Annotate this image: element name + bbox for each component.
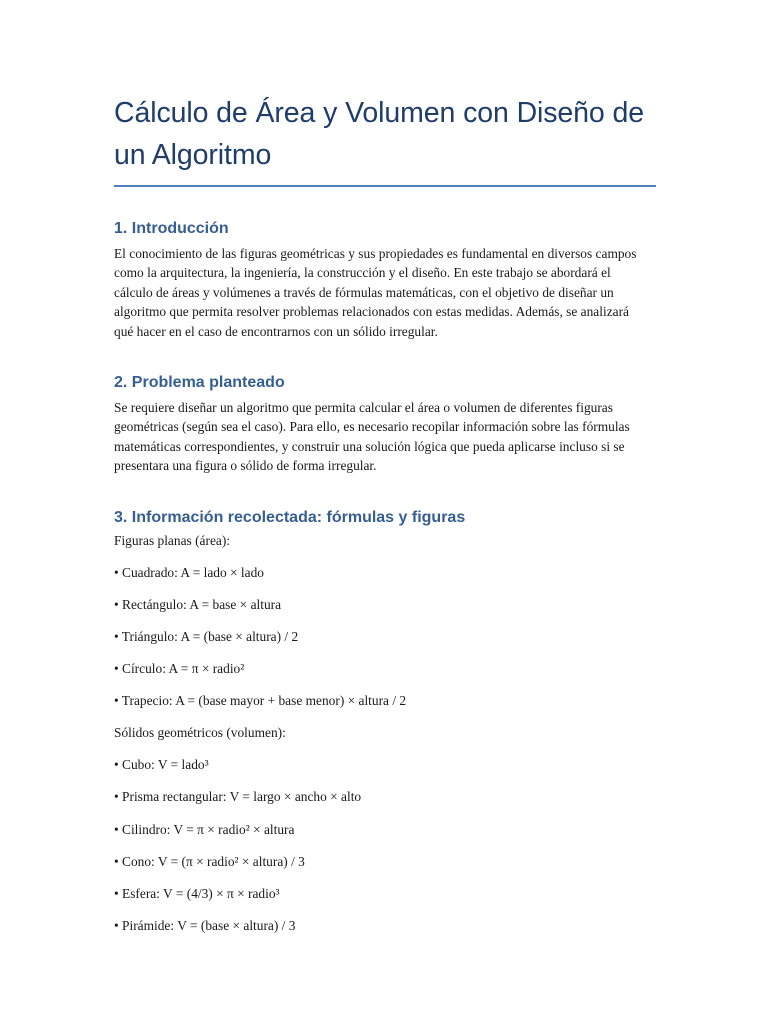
document-title: Cálculo de Área y Volumen con Diseño de un Algoritmo <box>114 97 645 171</box>
list-item: • Pirámide: V = (base × altura) / 3 <box>114 917 296 933</box>
list-item: • Esfera: V = (4/3) × π × radio³ <box>114 885 280 901</box>
list-item: • Cilindro: V = π × radio² × altura <box>114 821 295 837</box>
list-item: • Rectángulo: A = base × altura <box>114 596 282 612</box>
section-introduccion <box>114 218 656 341</box>
section-heading: 3. Información recolectada: fórmulas y figuras <box>114 508 466 526</box>
list-item: • Cuadrado: A = lado × lado <box>114 564 264 580</box>
list-line: Figuras planas (área): <box>114 532 231 548</box>
list-item: • Círculo: A = π × radio² <box>114 661 245 677</box>
section-problema <box>114 372 656 476</box>
list-item: • Cono: V = (π × radio² × altura) / 3 <box>114 853 305 869</box>
document-page <box>114 92 656 948</box>
list-item: • Triángulo: A = (base × altura) / 2 <box>114 628 299 644</box>
list-item: • Trapecio: A = (base mayor + base menor) × altura / 2 <box>114 693 407 709</box>
list-item: • Prisma rectangular: V = largo × ancho × alto <box>114 789 362 805</box>
section-informacion <box>114 507 656 936</box>
section-paragraph: Se requiere diseñar un algoritmo que permita calcular el área o volumen de diferentes figuras geométricas (según sea el caso). Para ello, es necesario recopilar información sobre las fórmulas matemáticas correspondientes, y construir una solución lógica que pueda aplicarse incluso si se presentara una figura o sólido de forma irregular. <box>114 400 630 474</box>
section-heading: 1. Introducción <box>114 220 229 237</box>
list-item: • Cubo: V = lado³ <box>114 757 209 773</box>
section-paragraph: El conocimiento de las figuras geométricas y sus propiedades es fundamental en diversos campos como la arquitectura, la ingeniería, la construcción y el diseño. En este trabajo se abordará el cálculo de áreas y volúmenes a través de fórmulas matemáticas, con el objetivo de diseñar un algoritmo que permita resolver problemas relacionados con estas medidas. Además, se analizará qué hacer en el caso de encontrarnos con un sólido irregular. <box>114 246 637 339</box>
section-heading: 2. Problema planteado <box>114 374 285 392</box>
list-line: Sólidos geométricos (volumen): <box>114 725 286 741</box>
title-underline <box>114 185 656 187</box>
